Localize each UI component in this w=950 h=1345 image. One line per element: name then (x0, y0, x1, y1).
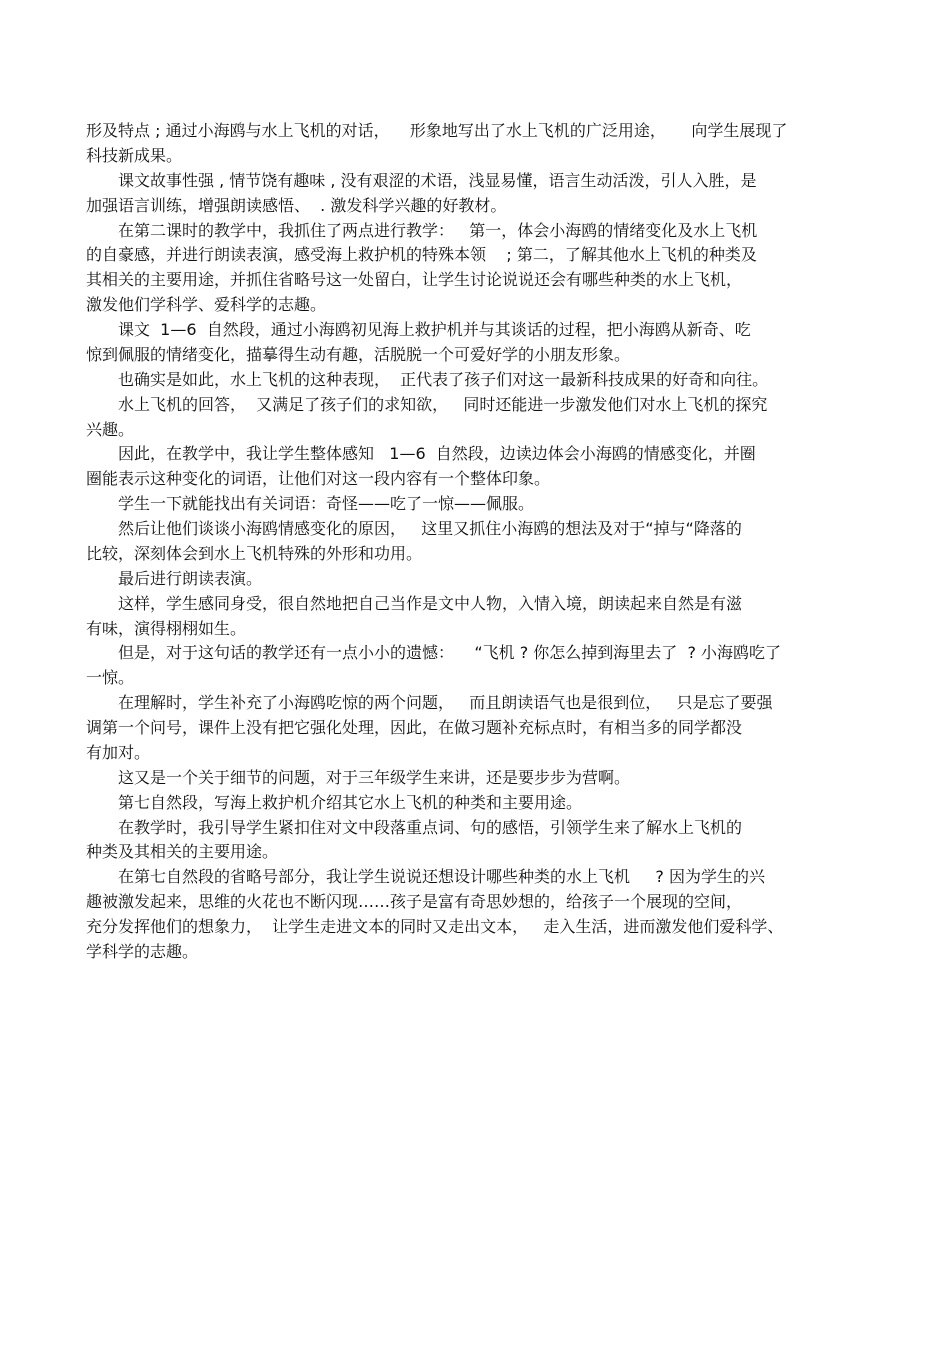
text-line: 的自豪感，并进行朗读表演，感受海上救护机的特殊本领 ; 第二，了解其他水上飞机的种类及 (86, 245, 757, 265)
text-line: 第七自然段，写海上救护机介绍其它水上飞机的种类和主要用途。 (86, 792, 583, 812)
text-line: 其相关的主要用途，并抓住省略号这一处留白，让学生讨论说说还会有哪些种类的水上飞机， (86, 270, 743, 290)
text-line: 科技新成果。 (86, 145, 183, 165)
text-line: 趣被激发起来，思维的火花也不断闪现……孩子是富有奇思妙想的，给孩子一个展现的空间， (86, 892, 743, 912)
text-line: 激发他们学科学、爱科学的志趣。 (86, 295, 327, 315)
text-line: 调第一个问号，课件上没有把它强化处理，因此，在做习题补充标点时，有相当多的同学都没 (86, 718, 743, 737)
text-line: 加强语言训练，增强朗读感悟、 . 激发科学兴趣的好教材。 (86, 195, 507, 215)
text-line: 比较，深刻体会到水上飞机特殊的外形和功用。 (86, 543, 423, 563)
text-line: 课文 1—6 自然段，通过小海鸥初见海上救护机并与其谈话的过程，把小海鸥从新奇、吃 (86, 320, 751, 339)
text-line: 圈能表示这种变化的词语，让他们对这一段内容有一个整体印象。 (86, 469, 551, 489)
text-line: 形及特点 ; 通过小海鸥与水上飞机的对话， 形象地写出了水上飞机的广泛用途， 向学生展现了 (86, 121, 788, 140)
text-line: 种类及其相关的主要用途。 (86, 842, 279, 862)
text-line: 然后让他们谈谈小海鸥情感变化的原因， 这里又抓住小海鸥的想法及对于“掉与“降落的 (86, 519, 742, 538)
text-line: 学生一下就能找出有关词语：奇怪——吃了一惊——佩服。 (86, 494, 535, 514)
text-line: 水上飞机的回答， 又满足了孩子们的求知欲， 同时还能进一步激发他们对水上飞机的探究 (86, 394, 768, 414)
text-line: 学科学的志趣。 (86, 941, 199, 961)
text-line: 在教学时，我引导学生紧扣住对文中段落重点词、句的感悟，引领学生来了解水上飞机的 (86, 817, 743, 837)
text-line: 惊到佩服的情绪变化，描摹得生动有趣，活脱脱一个可爱好学的小朋友形象。 (86, 344, 631, 364)
text-line: 在理解时，学生补充了小海鸥吃惊的两个问题， 而且朗读语气也是很到位， 只是忘了要强 (86, 693, 773, 713)
document-body (86, 119, 866, 965)
text-line: 课文故事性强 , 情节饶有趣味 , 没有艰涩的术语，浅显易懂，语言生动活泼，引人入胜，是 (86, 170, 757, 190)
text-line: 一惊。 (86, 668, 135, 688)
text-line: 但是，对于这句话的教学还有一点小小的遗憾： “飞机 ? 你怎么掉到海里去了 ? 小海鸥吃了 (86, 643, 782, 663)
text-line: 这样，学生感同身受，很自然地把自己当作是文中人物，入情入境，朗读起来自然是有滋 (86, 593, 743, 613)
text-line: 这又是一个关于细节的问题，对于三年级学生来讲，还是要步步为营啊。 (86, 767, 631, 787)
text-line: 最后进行朗读表演。 (86, 568, 263, 588)
text-line: 有加对。 (86, 742, 151, 762)
text-line: 在第七自然段的省略号部分，我让学生说说还想设计哪些种类的水上飞机 ? 因为学生的兴 (86, 867, 766, 887)
text-line: 兴趣。 (86, 419, 135, 439)
text-line: 在第二课时的教学中，我抓住了两点进行教学： 第一，体会小海鸥的情绪变化及水上飞机 (86, 220, 758, 240)
text-line: 有味，演得栩栩如生。 (86, 618, 247, 638)
text-line: 因此，在教学中，我让学生整体感知 1—6 自然段，边读边体会小海鸥的情感变化，并圈 (86, 444, 756, 464)
text-line: 充分发挥他们的想象力， 让学生走进文本的同时又走出文本， 走入生活，进而激发他们爱科学、 (86, 917, 784, 936)
text-line: 也确实是如此，水上飞机的这种表现， 正代表了孩子们对这一最新科技成果的好奇和向往。 (86, 369, 769, 389)
